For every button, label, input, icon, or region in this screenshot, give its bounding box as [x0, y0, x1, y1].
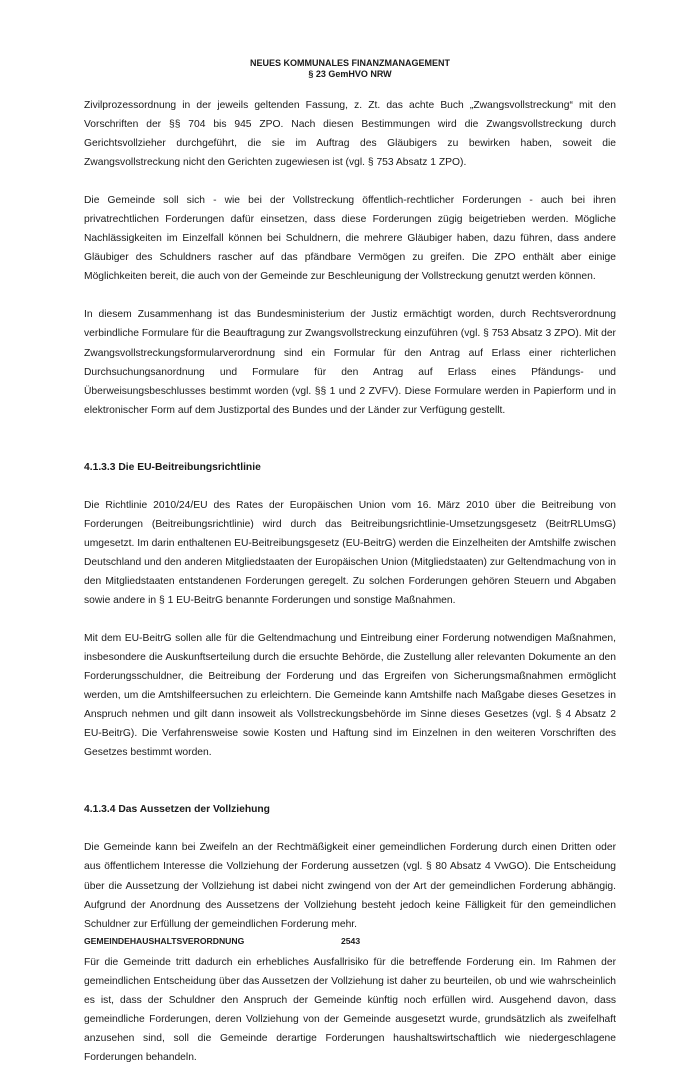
body-paragraph: Für die Gemeinde tritt dadurch ein erhebliches Ausfallrisiko für die betreffende Forderung ein. Im Rahmen der gemeindlichen Entscheidung über das Aussetzen der Vollziehung ist daher zu beurteilen, ob und wie wahrscheinlich es ist, dass der Schuldner den Anspruch der Gemeinde künftig noch erfüllen wird. Ausgehend davon, dass gemeindliche Forderungen, deren Vollziehung von der Gemeinde ausgesetzt wurde, grundsätzlich als zweifelhaft anzusehen sind, soll die Gemeinde derartige Forderungen haushaltswirtschaftlich wie niedergeschlagene Forderungen behandeln. [84, 956, 616, 1063]
header-title: NEUES KOMMUNALES FINANZMANAGEMENT [250, 58, 450, 68]
page-header [0, 58, 700, 80]
body-paragraph: Die Gemeinde kann bei Zweifeln an der Rechtmäßigkeit einer gemeindlichen Forderung durch einen Dritten oder aus öffentlichem Interesse die Vollziehung der Forderung aussetzen (vgl. § 80 Absatz 4 VwGO). Die Entscheidung über die Aussetzung der Vollziehung ist dabei nicht zwingend von der Art der gemeindlichen Forderung abhängig. Aufgrund der Anordnung des Aussetzens der Vollziehung besteht jedoch keine Fälligkeit für den gemeindlichen Schuldner zur Erfüllung der gemeindlichen Forderung mehr. [84, 842, 616, 930]
body-paragraph: Die Gemeinde soll sich - wie bei der Vollstreckung öffentlich-rechtlicher Forderungen - auch bei ihren privatrechtlichen Forderungen dafür einsetzen, dass diese Forderungen zügig beigetrieben werden. Mögliche Nachlässigkeiten im Einzelfall können bei Schuldnern, die mehrere Gläubiger haben, dazu führen, dass andere Gläubiger des Schuldners rascher auf das pfändbare Vermögen zu greifen. Die ZPO enthält aber einige Möglichkeiten bereit, die auch von der Gemeinde zur Beschleunigung der Vollstreckung genutzt werden können. [84, 195, 616, 283]
body-paragraph: Die Richtlinie 2010/24/EU des Rates der Europäischen Union vom 16. März 2010 über die Beitreibung von Forderungen (Beitreibungsrichtlinie) wird durch das Beitreibungsrichtlinie-Umsetzungsgesetz (BeitrRLUmsG) umgesetzt. Im darin enthaltenen EU-Beitreibungsgesetz (EU-BeitrG) werden die Einzelheiten der Amtshilfe zwischen Deutschland und den anderen Mitgliedstaaten der Europäischen Union (Mitgliedstaaten) zur Geltendmachung von in den Mitgliedstaaten entstandenen Forderungen geregelt. Zu solchen Forderungen gehören Steuern und Abgaben sowie andere in § 1 EU-BeitrG benannte Forderungen und sonstige Maßnahmen. [84, 499, 616, 606]
section-heading-aussetzen-vollziehung: 4.1.3.4 Das Aussetzen der Vollziehung [84, 804, 270, 816]
header-subtitle: § 23 GemHVO NRW [308, 69, 392, 79]
section-spacer [84, 439, 616, 458]
body-paragraph: Zivilprozessordnung in der jeweils geltenden Fassung, z. Zt. das achte Buch „Zwangsvollstreckung“ mit den Vorschriften der §§ 704 bis 945 ZPO. Nach diesen Bestimmungen wird die Zwangsvollstreckung durch Gerichtsvollzieher durchgeführt, die sie im Auftrag des Gläubigers zu bewirken haben, soweit die Zwangsvollstreckung nicht den Gerichten zugewiesen ist (vgl. § 753 Absatz 1 ZPO). [84, 100, 616, 169]
page-number: 2543 [341, 936, 361, 946]
footer-label: GEMEINDEHAUSHALTSVERORDNUNG [84, 936, 245, 946]
section-spacer [84, 781, 616, 800]
section-heading-beitreibungsrichtlinie: 4.1.3.3 Die EU-Beitreibungsrichtlinie [84, 461, 261, 473]
body-paragraph: Mit dem EU-BeitrG sollen alle für die Geltendmachung und Eintreibung einer Forderung notwendigen Maßnahmen, insbesondere die Auskunftserteilung durch die ersuchte Behörde, die Zustellung aller relevanten Dokumente an den Forderungsschuldner, die Beitreibung der Forderung und das Ergreifen von Sicherungsmaßnahmen ermöglicht werden, um die Amtshilfeersuchen zu erleichtern. Die Gemeinde kann Amtshilfe nach Maßgabe dieses Gesetzes in Anspruch nehmen und gilt dann insoweit als Vollstreckungsbehörde im Sinne dieses Gesetzes (vgl. § 4 Absatz 2 EU-BeitrG). Die Verfahrensweise sowie Kosten und Haftung sind im Einzelnen in den weiteren Vorschriften des Gesetzes bestimmt worden. [84, 633, 616, 759]
body-paragraph: In diesem Zusammenhang ist das Bundesministerium der Justiz ermächtigt worden, durch Rechtsverordnung verbindliche Formulare für die Beauftragung zur Zwangsvollstreckung einzuführen (vgl. § 753 Absatz 3 ZPO). Mit der Zwangsvollstreckungsformularverordnung sind ein Formular für den Antrag auf Erlass einer richterlichen Durchsuchungsanordnung und Formulare für den Antrag auf Erlass eines Pfändungs- und Überweisungsbeschlusses bestimmt worden (vgl. §§ 1 und 2 ZVFV). Diese Formulare werden in Papierform und in elektronischer Form auf dem Justizportal des Bundes und der Länder zur Verfügung gestellt. [84, 309, 616, 416]
